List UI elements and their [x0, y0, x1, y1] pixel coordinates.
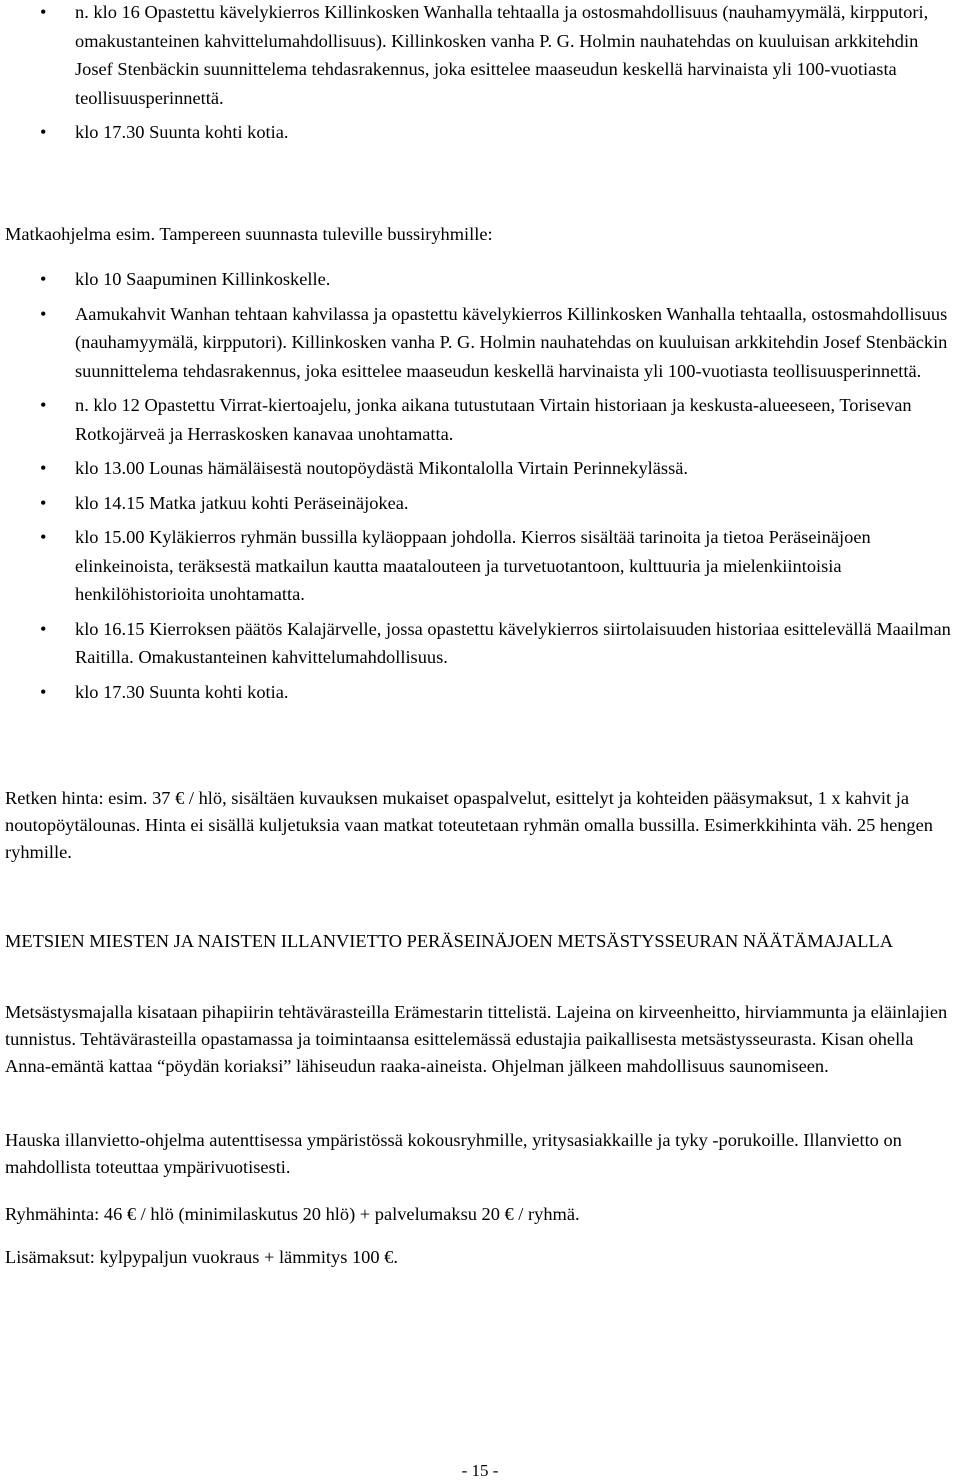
page-number: - 15 -: [461, 1461, 499, 1480]
extra-fees: Lisämaksut: kylpypaljun vuokraus + lämmitys 100 €.: [5, 1247, 398, 1267]
section-paragraph: Metsästysmajalla kisataan pihapiirin tehtävärasteilla Erämestarin tittelistä. Lajeina on kirveenheitto, hirviammunta ja eläinlajien tunnistus. Tehtävärasteilla opastamassa ja toimintaansa esittelemässä edustajia paikallisesta metsästysseurasta. Kisan ohella Anna-emäntä kattaa “pöydän koriaksi” lähiseudun raaka-aineista. Ohjelman jälkeen mahdollisuus saunomiseen.: [5, 1002, 948, 1076]
list-item: • klo 15.00 Kyläkierros ryhmän bussilla kyläoppaan johdolla. Kierros sisältää tarinoita ja tietoa Peräseinäjoen elinkeinoista, teräksestä matkailun kautta maatalouteen ja turvetuotantoon, kulttuuria ja mielenkiintoisia henkilöhistorioita unohtamatta.: [5, 523, 960, 609]
list-item: • klo 14.15 Matka jatkuu kohti Peräseinäjokea.: [5, 489, 960, 518]
list-item: • n. klo 16 Opastettu kävelykierros Killinkosken Wanhalla tehtaalla ja ostosmahdollisuus (nauhamyymälä, kirpputori, omakustanteinen kahvittelumahdollisuus). Killinkosken vanha P. G. Holmin nauhatehdas on kuuluisan arkkitehdin Josef Stenbäckin suunnittelema tehdasrakennus, joka esittelee maaseudun keskellä harvinaista yli 100-vuotiasta teollisuusperinnettä.: [5, 0, 960, 112]
list-item: • klo 17.30 Suunta kohti kotia.: [5, 118, 960, 147]
section-heading: METSIEN MIESTEN JA NAISTEN ILLANVIETTO PERÄSEINÄJOEN METSÄSTYSSEURAN NÄÄTÄMAJALLA: [5, 931, 894, 951]
program-bullet-list: [5, 265, 960, 712]
top-bullet-list: [5, 0, 960, 153]
list-item: • klo 17.30 Suunta kohti kotia.: [5, 678, 960, 707]
group-price: Ryhmähinta: 46 € / hlö (minimilaskutus 20 hlö) + palvelumaksu 20 € / ryhmä.: [5, 1204, 580, 1224]
list-item: • klo 10 Saapuminen Killinkoskelle.: [5, 265, 960, 294]
list-item: • Aamukahvit Wanhan tehtaan kahvilassa ja opastettu kävelykierros Killinkosken Wanhalla tehtaalla, ostosmahdollisuus (nauhamyymälä, kirpputori). Killinkosken vanha P. G. Holmin nauhatehdas on kuuluisan arkkitehdin Josef Stenbäckin suunnittelema tehdasrakennus, joka esittelee maaseudun keskellä harvinaista yli 100-vuotiasta teollisuusperinnettä.: [5, 300, 960, 386]
list-item: • klo 16.15 Kierroksen päätös Kalajärvelle, jossa opastettu kävelykierros siirtolaisuuden historiaa esittelevällä Maailman Raitilla. Omakustanteinen kahvittelumahdollisuus.: [5, 615, 960, 672]
section-paragraph: Hauska illanvietto-ohjelma autenttisessa ympäristössä kokousryhmille, yritysasiakkaille ja tyky -porukoille. Illanvietto on mahdollista toteuttaa ympärivuotisesti.: [5, 1130, 902, 1177]
list-item: • n. klo 12 Opastettu Virrat-kiertoajelu, jonka aikana tutustutaan Virtain historiaan ja keskusta-alueeseen, Torisevan Rotkojärveä ja Herraskosken kanavaa unohtamatta.: [5, 391, 960, 448]
program-intro: Matkaohjelma esim. Tampereen suunnasta tuleville bussiryhmille:: [5, 224, 493, 244]
price-paragraph: Retken hinta: esim. 37 € / hlö, sisältäen kuvauksen mukaiset opaspalvelut, esittelyt ja kohteiden pääsymaksut, 1 x kahvit ja noutopöytälounas. Hinta ei sisällä kuljetuksia vaan matkat toteutetaan ryhmän omalla bussilla. Esimerkkihinta väh. 25 hengen ryhmille.: [5, 788, 933, 862]
list-item: • klo 13.00 Lounas hämäläisestä noutopöydästä Mikontalolla Virtain Perinnekylässä.: [5, 454, 960, 483]
